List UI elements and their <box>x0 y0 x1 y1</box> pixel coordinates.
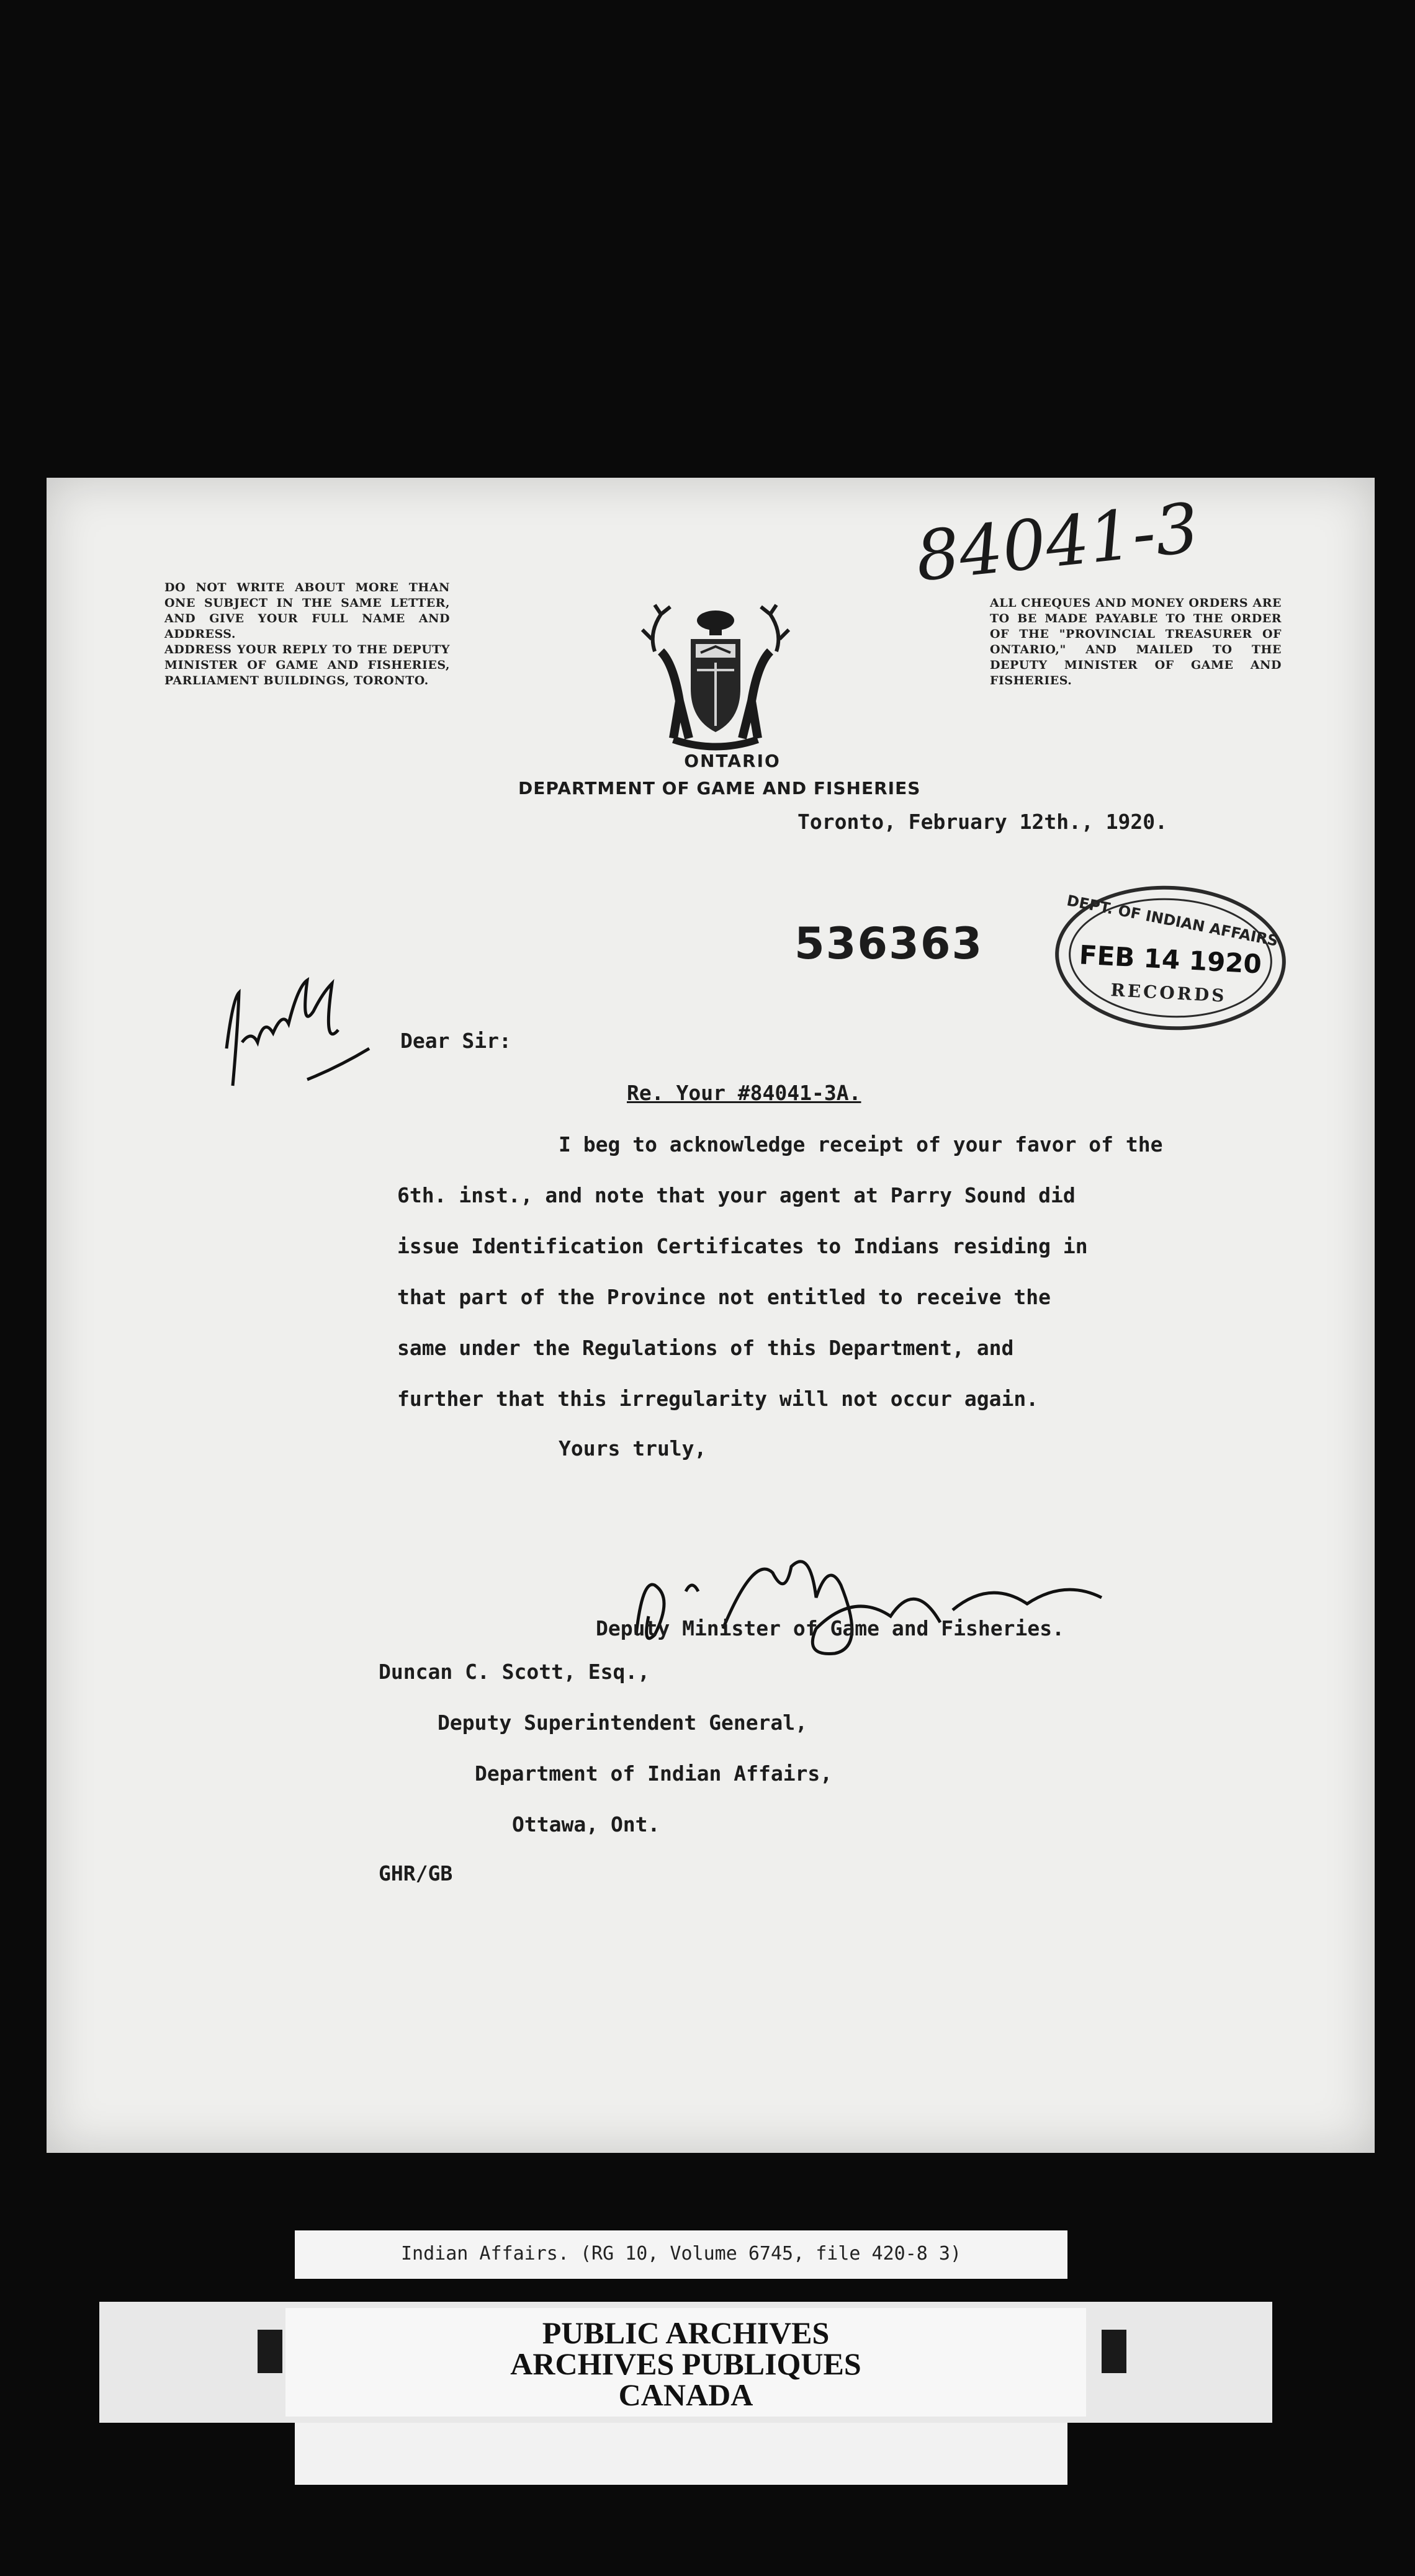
letterhead-right-notice: ALL CHEQUES AND MONEY ORDERS ARE TO BE MADE PAYABLE TO THE ORDER OF THE "PROVINCIAL TREASURER OF ONTARIO," AND MAILED TO THE DEPUTY MINISTER OF GAME AND FISHERIES. <box>990 596 1282 687</box>
stamp-date: FEB 14 1920 <box>1078 939 1262 980</box>
body-line: that part of the Province not entitled to receive the <box>397 1285 1051 1309</box>
body-line: issue Identification Certificates to Indians residing in <box>397 1234 1088 1258</box>
registry-number-stamp: 536363 <box>794 918 984 969</box>
salutation: Dear Sir: <box>400 1029 511 1053</box>
letterhead-department: DEPARTMENT OF GAME AND FISHERIES <box>518 778 921 798</box>
handwritten-signature-icon <box>630 1542 1188 1666</box>
handwritten-file-number: 84041-3 <box>912 488 1203 597</box>
archive-label-line: CANADA <box>618 2377 753 2412</box>
letter-date: Toronto, February 12th., 1920. <box>797 810 1168 834</box>
closing: Yours truly, <box>559 1436 707 1460</box>
archive-label-card <box>285 2308 1086 2417</box>
body-line: I beg to acknowledge receipt of your favor of the <box>559 1132 1163 1156</box>
ontario-coat-of-arms-icon <box>636 596 797 757</box>
left-notice-line: ADDRESS YOUR REPLY TO THE DEPUTY MINISTER OF GAME AND FISHERIES, PARLIAMENT BUILDINGS, TORONTO. <box>164 643 450 687</box>
addressee-line: Deputy Superintendent General, <box>438 1711 808 1735</box>
clip-mark-icon <box>1102 2330 1126 2373</box>
reference-line: Re. Your #84041-3A. <box>627 1081 861 1105</box>
body-line: 6th. inst., and note that your agent at Parry Sound did <box>397 1183 1076 1207</box>
body-line: further that this irregularity will not occur again. <box>397 1387 1039 1411</box>
letter-page <box>47 478 1375 2153</box>
signer-title: Deputy Minister of Game and Fisheries. <box>596 1616 1064 1640</box>
archive-label-line: PUBLIC ARCHIVES <box>542 2315 830 2350</box>
stamp-records: RECORDS <box>1110 980 1228 1006</box>
clip-mark-icon <box>258 2330 282 2373</box>
stamp-department: DEPT. OF INDIAN AFFAIRS <box>1065 892 1280 950</box>
handwritten-initials-icon <box>214 974 413 1098</box>
archive-caption: Indian Affairs. (RG 10, Volume 6745, file 420-8 3) <box>400 2243 962 2265</box>
archive-label-line: ARCHIVES PUBLIQUES <box>510 2346 861 2381</box>
addressee-line: Department of Indian Affairs, <box>475 1761 833 1786</box>
body-line: same under the Regulations of this Department, and <box>397 1336 1014 1360</box>
archive-caption-bar <box>295 2230 1067 2279</box>
left-notice-line: DO NOT WRITE ABOUT MORE THAN ONE SUBJECT IN THE SAME LETTER, AND GIVE YOUR FULL NAME AND ADDRESS. <box>164 581 450 641</box>
letterhead-province: ONTARIO <box>684 751 781 771</box>
archive-lower-strip <box>295 2423 1067 2485</box>
reference-initials: GHR/GB <box>379 1861 453 1885</box>
received-date-stamp <box>1051 880 1290 1035</box>
addressee-line: Ottawa, Ont. <box>512 1812 660 1836</box>
letterhead-left-notice <box>164 580 450 689</box>
addressee-line: Duncan C. Scott, Esq., <box>379 1660 650 1684</box>
